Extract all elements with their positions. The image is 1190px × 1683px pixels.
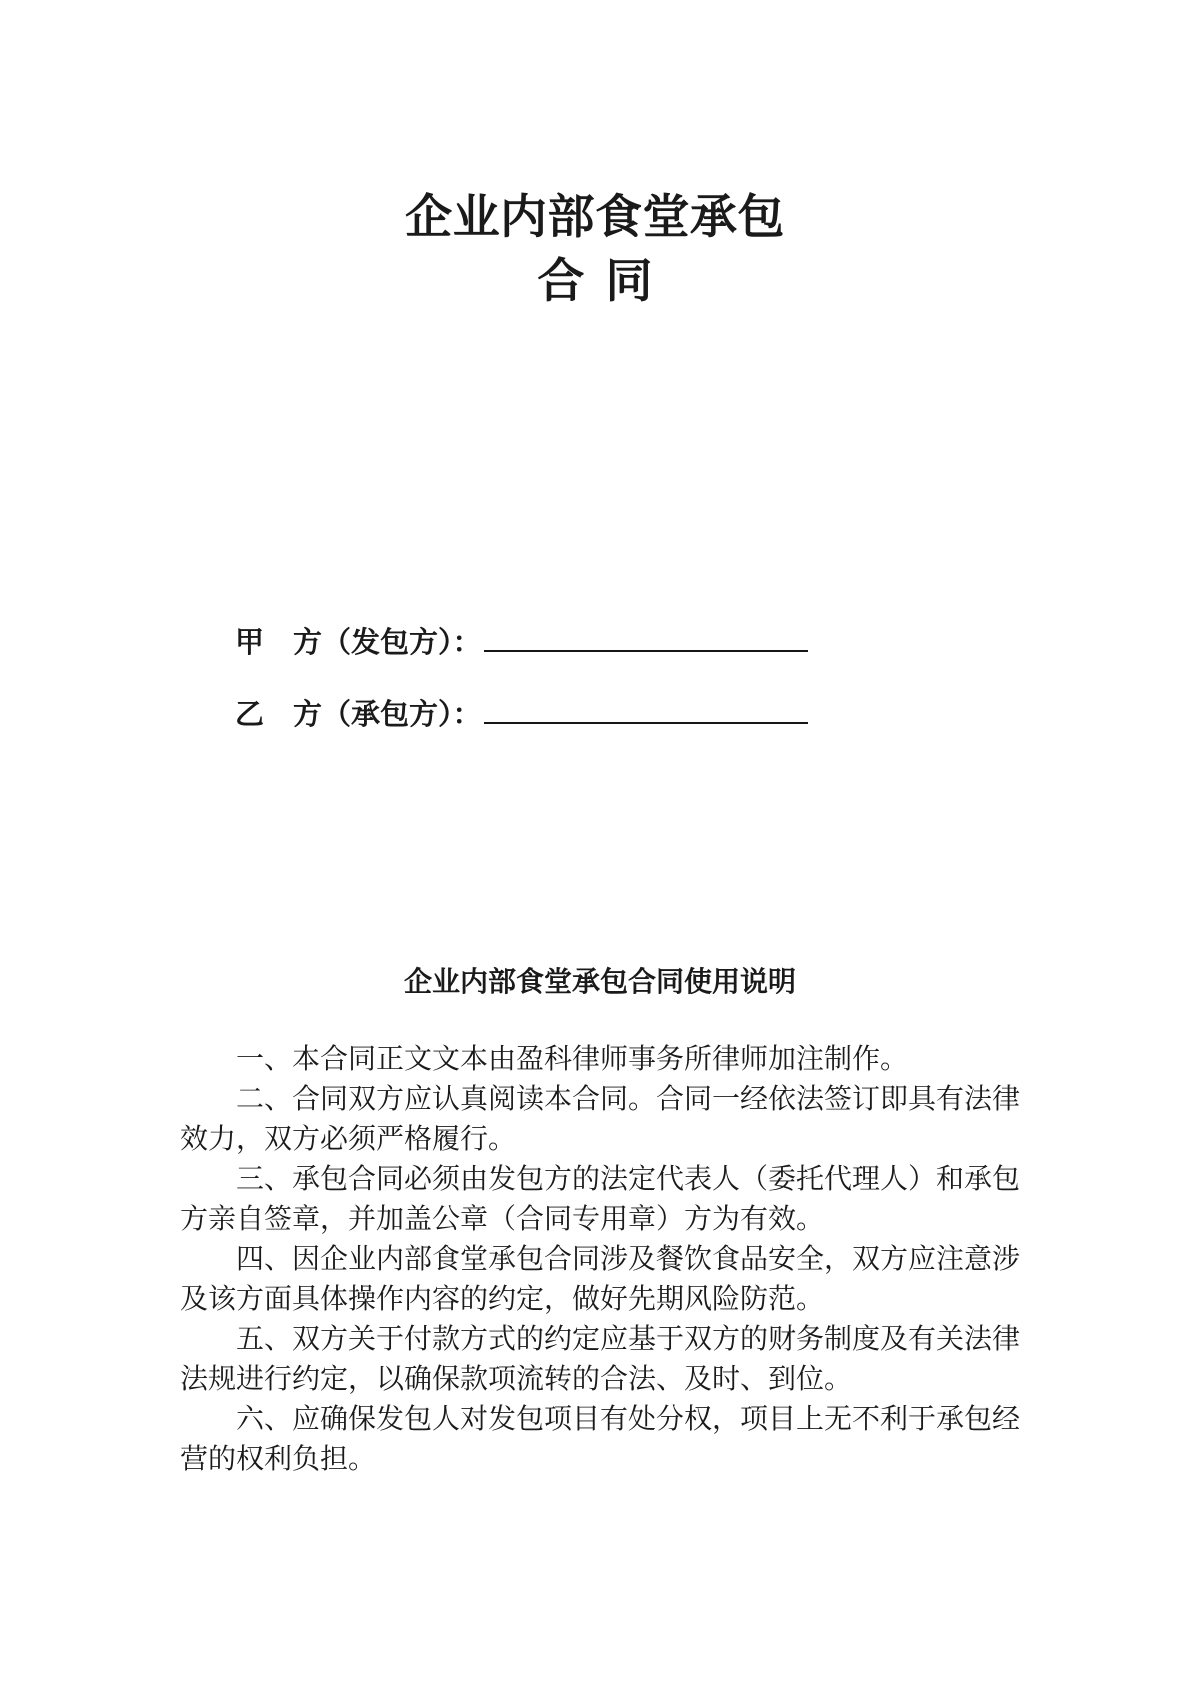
instruction-paragraph-4: 四、因企业内部食堂承包合同涉及餐饮食品安全，双方应注意涉及该方面具体操作内容的约定，做好先期风险防范。 xyxy=(180,1244,1021,1315)
contract-title-line-2: 合同 xyxy=(537,256,674,308)
instruction-paragraph-5: 五、双方关于付款方式的约定应基于双方的财务制度及有关法律法规进行约定，以确保款项流转的合法、及时、到位。 xyxy=(180,1324,1021,1395)
instruction-paragraph-2: 二、合同双方应认真阅读本合同。合同一经依法签订即具有法律效力，双方必须严格履行。 xyxy=(180,1084,1021,1155)
party-a-row xyxy=(235,620,808,663)
contract-title-line-1: 企业内部食堂承包 xyxy=(405,192,785,244)
party-a-fill-line xyxy=(484,620,808,652)
usage-instructions-heading: 企业内部食堂承包合同使用说明 xyxy=(403,967,796,998)
party-b-label: 乙 方（承包方）： xyxy=(235,699,482,731)
party-a-label: 甲 方（发包方）： xyxy=(235,627,482,659)
party-b-fill-line xyxy=(484,692,808,724)
contract-title xyxy=(0,186,1190,314)
instruction-paragraph-6: 六、应确保发包人对发包项目有处分权，项目上无不利于承包经营的权利负担。 xyxy=(180,1404,1021,1475)
party-b-row xyxy=(235,692,808,735)
usage-instructions-body xyxy=(180,1040,1020,1480)
instruction-paragraph-1: 一、本合同正文文本由盈科律师事务所律师加注制作。 xyxy=(236,1044,909,1075)
instruction-paragraph-3: 三、承包合同必须由发包方的法定代表人（委托代理人）和承包方亲自签章，并加盖公章（合同专用章）方为有效。 xyxy=(180,1164,1021,1235)
